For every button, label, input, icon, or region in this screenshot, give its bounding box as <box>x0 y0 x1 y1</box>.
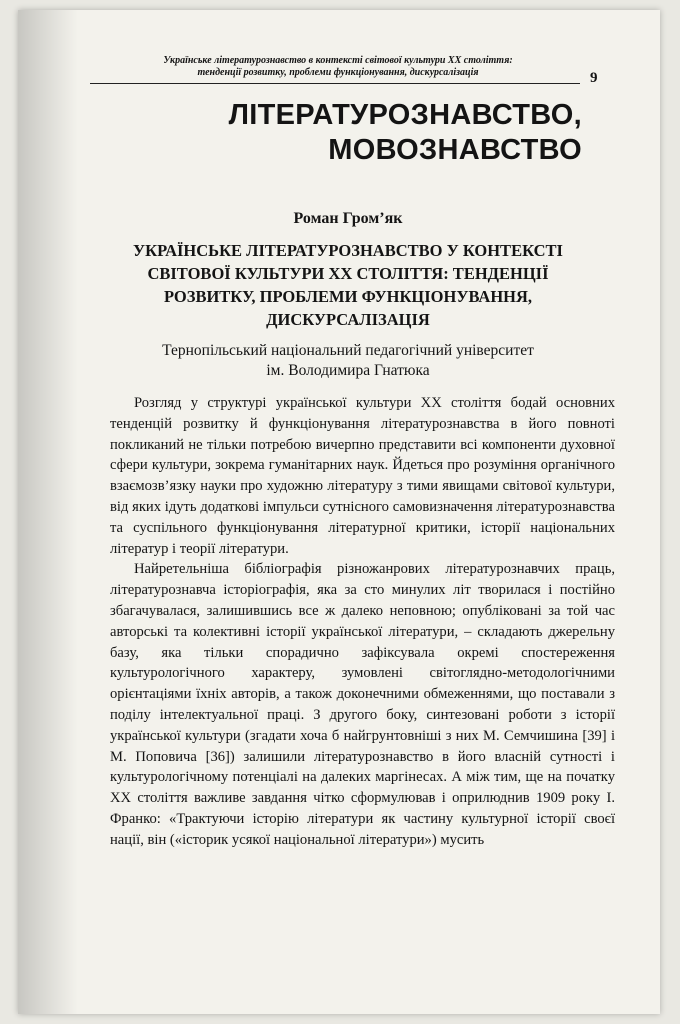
paragraph-2: Найретельніша бібліографія різножанрових літературознавчих праць, літературознавча історіографія, яка за сто минулих літ творилася і постійно збагачувалася, залишившись все ж далеко неповною; опубліковані за той час авторські та колективні історії української літератури, – складають джерельну базу, яка тільки спорадично зафіксувала окремі спостереження культурологічного характеру, зумовлені світоглядно-методологічними орієнтаціями їхніх авторів, а також доконечними обмеженнями, що поставали з поділу інтелектуальної праці. З другого боку, синтезовані роботи з історії української культури (згадати хоча б найгрунтовніші з них М. Семчишина [39] і М. Поповича [36]) залишили літературознавство в його власній сутності і культурологічному потенціалі на далеких маргінесах. А між тим, ще на початку ХХ століття важливе завдання чітко сформулював і оприлюднив 1909 року І. Франко: «Трактуючи історію літератури як частину культурної історії своєї нації, він («історик усякої національної літератури») мусить <box>110 561 615 848</box>
paragraph-1: Розгляд у структурі української культури ХХ століття бодай основних тенденцій розвитку й функціонування літературознавства в його повноті покликаний не тільки потребою вичерпно представити всі компоненти духовної сфери культури, зокрема гуманітарних наук. Йдеться про розуміння органічного взаємозв’язку науки про художню літературу з тими явищами світової культури, від яких ідуть додаткові імпульси сутнісного самовизначення літературознавства та суспільного функціонування літературної критики, історії національних літератур і теорії літератури. <box>110 395 615 557</box>
running-head-line-1: Українське літературознавство в контексті світової культури ХХ століття: <box>163 55 513 66</box>
header-rule <box>90 83 580 84</box>
running-head-line-2: тенденції розвитку, проблеми функціонування, дискурсалізація <box>197 67 479 78</box>
article-title-line-4: ДИСКУРСАЛІЗАЦІЯ <box>266 310 430 329</box>
running-head <box>113 55 563 79</box>
section-title-line-2: МОВОЗНАВСТВО <box>328 134 582 166</box>
section-title <box>229 98 582 168</box>
author-name: Роман Гром’як <box>293 210 403 227</box>
article-body <box>110 393 615 851</box>
article-title-line-2: СВІТОВОЇ КУЛЬТУРИ ХХ СТОЛІТТЯ: ТЕНДЕНЦІЇ <box>147 264 549 283</box>
section-title-line-1: ЛІТЕРАТУРОЗНАВСТВО, <box>228 99 582 131</box>
binding-shadow <box>18 10 78 1014</box>
affiliation <box>78 341 618 381</box>
page-number: 9 <box>590 70 598 86</box>
affiliation-line-1: Тернопільський національний педагогічний університет <box>162 342 534 359</box>
article-title-line-1: УКРАЇНСЬКЕ ЛІТЕРАТУРОЗНАВСТВО У КОНТЕКСТІ <box>133 241 563 260</box>
affiliation-line-2: ім. Володимира Гнатюка <box>266 362 430 379</box>
article-title-line-3: РОЗВИТКУ, ПРОБЛЕМИ ФУНКЦІОНУВАННЯ, <box>163 287 533 306</box>
article-title <box>78 239 618 331</box>
book-page <box>18 10 660 1014</box>
